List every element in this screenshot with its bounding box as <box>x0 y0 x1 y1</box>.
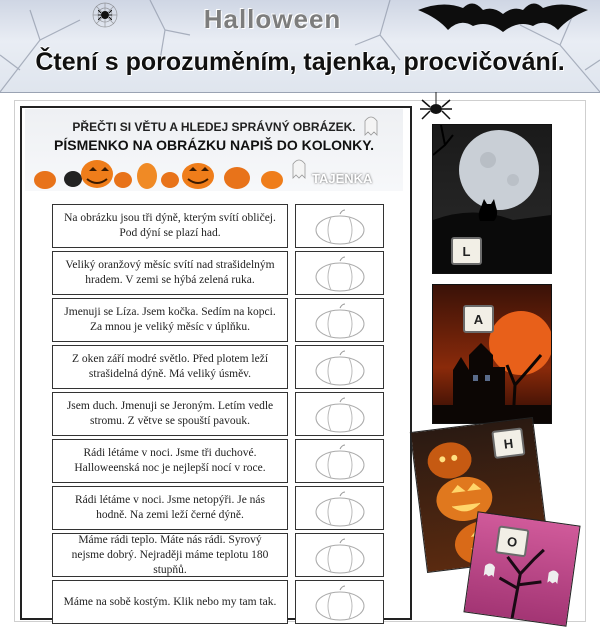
answer-box[interactable] <box>295 251 384 295</box>
secret-label: TAJENKA <box>312 171 373 186</box>
sentence-row: Jmenuji se Líza. Jsem kočka. Sedím na kopci. Za mnou je veliký měsíc v úplňku. <box>52 298 288 342</box>
card-spooky-tree <box>463 511 580 626</box>
letter-tile: H <box>491 427 525 459</box>
pumpkin-outline-icon <box>313 255 367 293</box>
letter-tile: A <box>463 305 494 333</box>
answer-box[interactable] <box>295 345 384 389</box>
pumpkin-outline-icon <box>313 396 367 434</box>
sentence-row: Z oken září modré světlo. Před plotem leží strašidelná dýně. Má veliký úsměv. <box>52 345 288 389</box>
pumpkin-outline-icon <box>313 537 367 575</box>
instruction-line-1: PŘEČTI SI VĚTU A HLEDEJ SPRÁVNÝ OBRÁZEK. <box>72 120 356 134</box>
banner-title: Halloween <box>203 4 342 34</box>
answer-box[interactable] <box>295 533 384 577</box>
pumpkin-row-icon <box>34 160 283 189</box>
pumpkin-outline-icon <box>313 349 367 387</box>
spider-icon <box>418 92 458 126</box>
banner-subtitle: Čtení s porozuměním, tajenka, procvičování. <box>35 48 565 76</box>
title-banner <box>0 0 600 93</box>
answer-box[interactable] <box>295 298 384 342</box>
answer-box[interactable] <box>295 204 384 248</box>
card-moon-cat <box>432 124 552 274</box>
worksheet-header <box>25 109 403 191</box>
answer-box[interactable] <box>295 486 384 530</box>
pumpkin-outline-icon <box>313 490 367 528</box>
answer-box[interactable] <box>295 392 384 436</box>
sentence-row: Rádi létáme v noci. Jsme netopýři. Je nás hodně. Na zemi leží černé dýně. <box>52 486 288 530</box>
card-haunted-castle <box>432 284 552 424</box>
sentence-row: Jsem duch. Jmenuji se Jeroným. Letím vedle stromu. Z větve se spouští pavouk. <box>52 392 288 436</box>
pumpkin-outline-icon <box>313 302 367 340</box>
letter-tile: O <box>495 525 530 557</box>
sentence-row: Na obrázku jsou tři dýně, kterým svítí obličej. Pod dýní se plazí had. <box>52 204 288 248</box>
instruction-line-2: PÍSMENKO NA OBRÁZKU NAPIŠ DO KOLONKY. <box>54 137 374 153</box>
answer-box[interactable] <box>295 580 384 624</box>
sentence-row: Máme rádi teplo. Máte nás rádi. Syrový nejsme dobrý. Nejraději máme teplotu 180 stupňů. <box>52 533 288 577</box>
ghost-icon <box>293 160 305 178</box>
sentence-row: Veliký oranžový měsíc svítí nad strašidelným hradem. V zemi se hýbá zelená ruka. <box>52 251 288 295</box>
pumpkin-outline-icon <box>313 208 367 246</box>
sentence-row: Rádi létáme v noci. Jsme tři duchové. Halloweenská noc je nejlepší nocí v roce. <box>52 439 288 483</box>
pumpkin-outline-icon <box>313 584 367 622</box>
answer-box[interactable] <box>295 439 384 483</box>
pumpkin-outline-icon <box>313 443 367 481</box>
letter-tile: L <box>451 237 482 265</box>
sentence-row: Máme na sobě kostým. Klik nebo my tam tak. <box>52 580 288 624</box>
